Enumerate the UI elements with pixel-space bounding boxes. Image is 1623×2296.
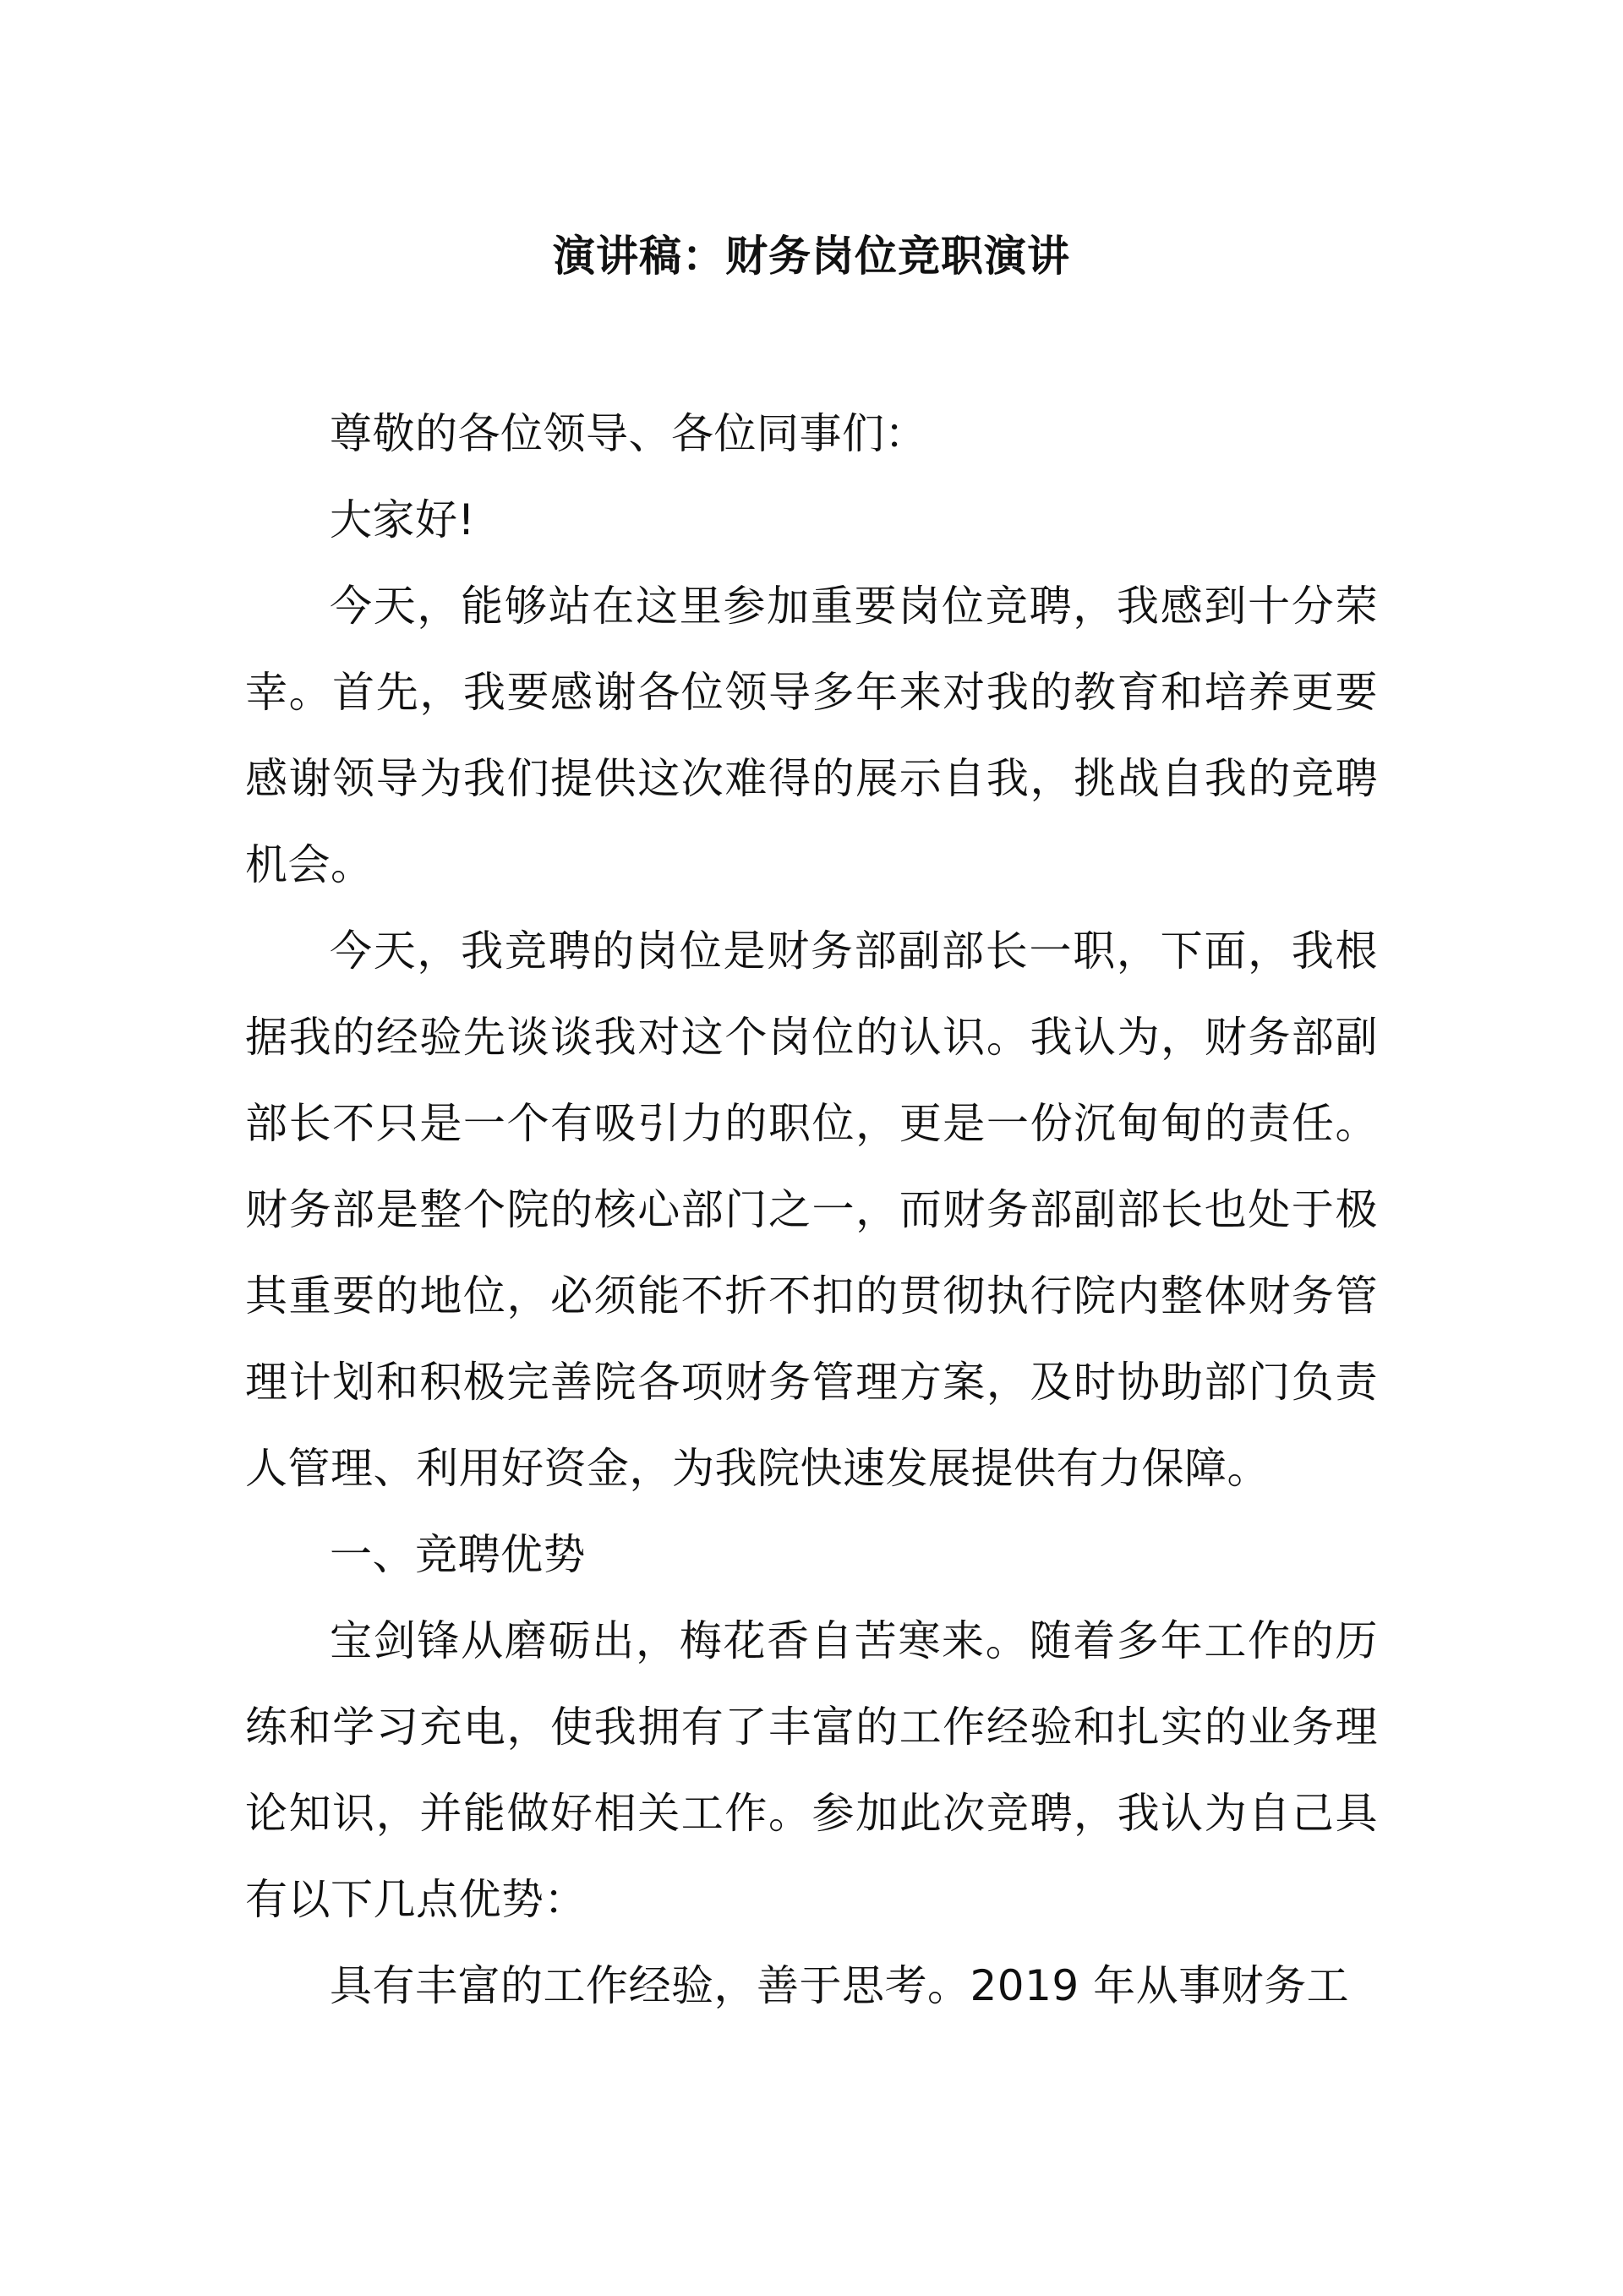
- paragraph-greeting: 大家好!: [330, 495, 476, 544]
- paragraph-salutation: 尊敬的各位领导、各位同事们：: [330, 409, 927, 458]
- document-title: 演讲稿：财务岗位竞职演讲: [553, 232, 1070, 281]
- document-body: [245, 391, 1378, 2029]
- paragraph-position: 今天，我竞聘的岗位是财务部副部长一职，下面，我根据我的经验先谈谈我对这个岗位的认识。我认为，财务部副部长不只是一个有吸引力的职位，更是一份沉甸甸的责任。财务部是整个院的核心部门之一，而财务部副部长也处于极其重要的地位，必须能不折不扣的贯彻执行院内整体财务管理计划和积极完善院各项财务管理方案，及时协助部门负责人管理、利用好资金，为我院快速发展提供有力保障。: [245, 927, 1378, 1493]
- section-heading-advantages: 一、竞聘优势: [330, 1530, 586, 1579]
- paragraph-intro: 今天，能够站在这里参加重要岗位竞聘，我感到十分荣幸。首先，我要感谢各位领导多年来对我的教育和培养更要感谢领导为我们提供这次难得的展示自我，挑战自我的竞聘机会。: [245, 582, 1378, 889]
- paragraph-advantages-intro: 宝剑锋从磨砺出，梅花香自苦寒来。随着多年工作的历练和学习充电，使我拥有了丰富的工作经验和扎实的业务理论知识，并能做好相关工作。参加此次竞聘，我认为自己具有以下几点优势：: [245, 1616, 1378, 1924]
- paragraph-experience: 具有丰富的工作经验，善于思考。2019 年从事财务工: [330, 1961, 1350, 2010]
